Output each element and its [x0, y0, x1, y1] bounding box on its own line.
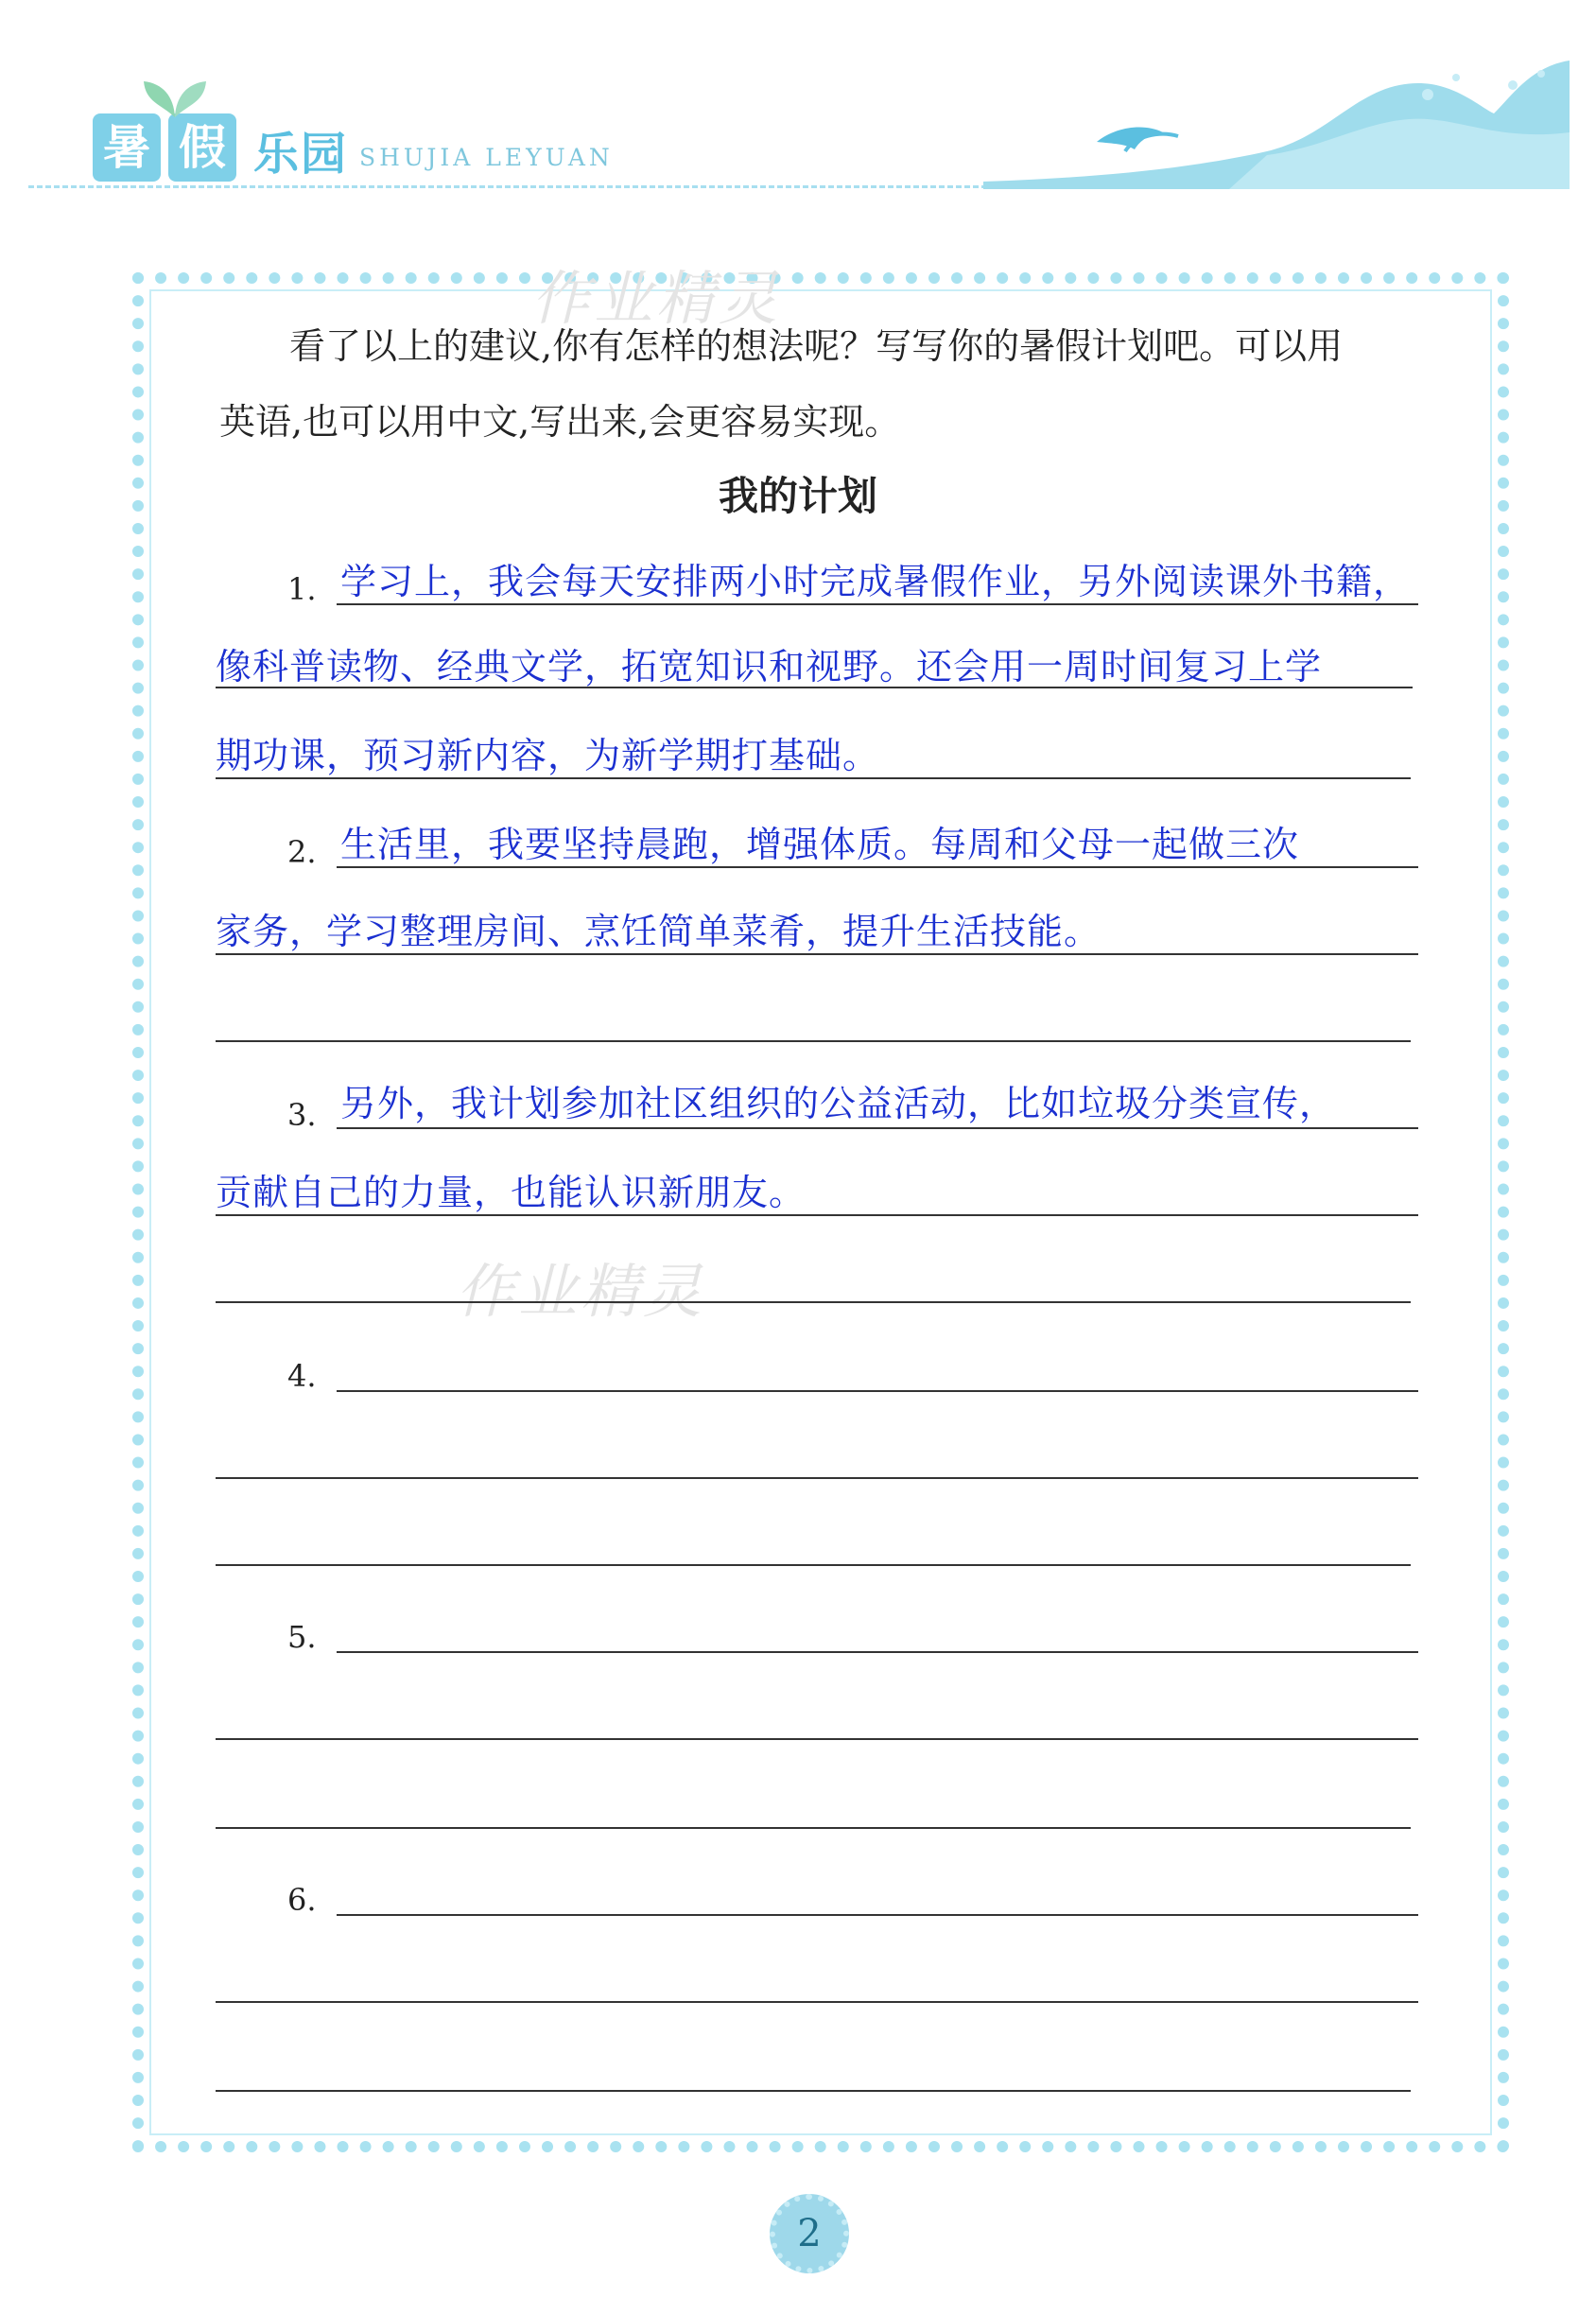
header-divider — [28, 185, 1021, 188]
item-number: 1. — [287, 571, 317, 607]
leaf-icon — [142, 76, 208, 119]
logo-char-2: 假 — [168, 113, 236, 182]
writing-line — [216, 1477, 1418, 1479]
watermark: 作业精灵 — [531, 264, 782, 333]
handwritten-answer: 另外，我计划参加社区组织的公益活动，比如垃圾分类宣传， — [340, 1083, 1337, 1124]
page-header — [0, 0, 1596, 189]
writing-line — [337, 1390, 1418, 1392]
writing-line — [216, 1827, 1411, 1829]
writing-line — [337, 1914, 1418, 1916]
page-number: 2 — [797, 2212, 822, 2255]
intro-line-1: 看了以上的建议,你有怎样的想法呢？写写你的暑假计划吧。可以用 — [289, 325, 1344, 367]
page-number-badge — [770, 2194, 849, 2273]
wave-dolphin-icon — [983, 57, 1570, 189]
handwritten-answer: 贡献自己的力量，也能认识新朋友。 — [216, 1172, 807, 1213]
writing-line — [216, 1040, 1411, 1042]
handwritten-answer: 生活里，我要坚持晨跑，增强体质。每周和父母一起做三次 — [340, 824, 1300, 865]
writing-line — [216, 1301, 1411, 1303]
handwritten-answer: 学习上，我会每天安排两小时完成暑假作业，另外阅读课外书籍， — [340, 561, 1411, 602]
handwritten-answer: 像科普读物、经典文学，拓宽知识和视野。还会用一周时间复习上学 — [216, 646, 1323, 688]
writing-line — [216, 1564, 1411, 1566]
item-number: 4. — [287, 1358, 317, 1394]
watermark: 作业精灵 — [456, 1257, 706, 1326]
writing-line — [216, 2090, 1411, 2092]
item-number: 3. — [287, 1097, 317, 1133]
writing-line — [337, 1651, 1418, 1653]
item-number: 5. — [287, 1619, 317, 1655]
handwritten-answer: 家务，学习整理房间、烹饪简单菜肴，提升生活技能。 — [216, 911, 1102, 952]
plan-title: 我的计划 — [718, 473, 877, 519]
writing-line — [337, 1127, 1418, 1129]
logo-pinyin: SHUJIA LEYUAN — [359, 144, 614, 171]
writing-line — [216, 2001, 1418, 2003]
logo-char-1: 暑 — [93, 113, 161, 182]
item-number: 2. — [287, 834, 317, 870]
logo-text: 乐园 — [253, 128, 349, 181]
item-number: 6. — [287, 1882, 317, 1918]
writing-line — [216, 1738, 1418, 1740]
handwritten-answer: 期功课，预习新内容，为新学期打基础。 — [216, 735, 880, 776]
intro-line-2: 英语,也可以用中文,写出来,会更容易实现。 — [219, 401, 901, 443]
